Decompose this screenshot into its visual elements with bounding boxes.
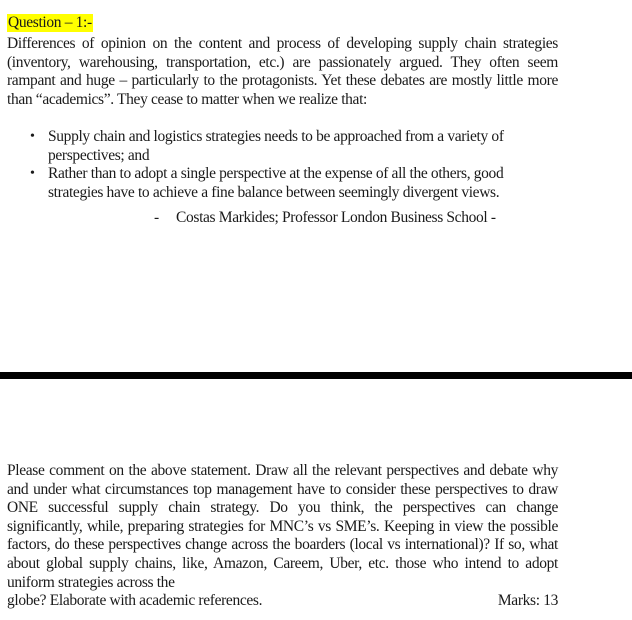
bullet-text: Rather than to adopt a single perspective at the expense of all the others, good strategies have to achieve a fine balance between seemingly divergent views. xyxy=(48,165,504,201)
task-closing-text: globe? Elaborate with academic references. xyxy=(7,592,263,610)
bullet-item xyxy=(24,165,558,202)
task-last-line xyxy=(7,592,558,611)
task-paragraph-block xyxy=(7,462,558,611)
attribution-text: Costas Markides; Professor London Business School - xyxy=(176,209,496,226)
question-heading: Question – 1:- xyxy=(8,14,92,31)
section-divider xyxy=(0,372,632,379)
bullet-list xyxy=(24,128,558,202)
bullet-item xyxy=(24,128,558,165)
bullet-text: Supply chain and logistics strategies needs to be approached from a variety of perspectives; and xyxy=(48,128,504,164)
bullet-icon: • xyxy=(30,129,35,144)
attribution-dash: - xyxy=(154,209,159,226)
question-paragraph: Differences of opinion on the content and process of developing supply chain strategies (inventory, warehousing, transportation, etc.) are passionately argued. They often seem rampant and huge – particularly to the protagonists. Yet these debates are mostly little more than “academics”. They cease to matter when we realize that: xyxy=(7,35,558,108)
quote-attribution xyxy=(154,208,558,227)
task-paragraph: Please comment on the above statement. Draw all the relevant perspectives and debate why and under what circumstances top management have to consider these perspectives to draw ONE successful supply chain strategy. Do you think, the perspectives can change significantly, while, preparing strategies for MNC’s vs SME’s. Keeping in view the possible factors, do these perspectives change across the boarders (local vs international)? If so, what about global supply chains, like, Amazon, Careem, Uber, etc. those who intend to adopt uniform strategies across the xyxy=(7,462,558,591)
bullet-icon: • xyxy=(30,166,35,182)
marks-label: Marks: 13 xyxy=(497,592,558,610)
